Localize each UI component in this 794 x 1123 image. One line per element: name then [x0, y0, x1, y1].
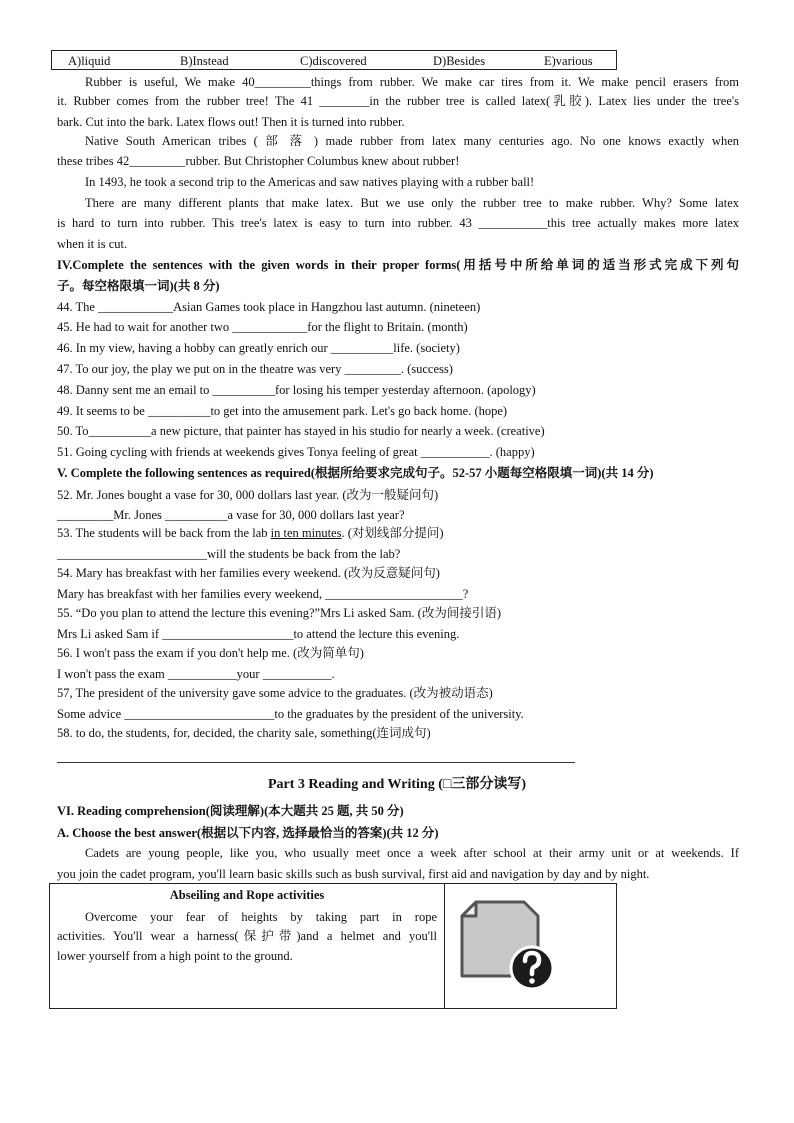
answer-52: _________Mr. Jones __________a vase for 30, 000 dollars last year?	[57, 508, 405, 522]
answer-57: Some advice ________________________to the graduates by the president of the university.	[57, 707, 524, 721]
question-55: 55. “Do you plan to attend the lecture this evening?”Mrs Li asked Sam. (改为间接引语)	[57, 606, 501, 620]
answer-55: Mrs Li asked Sam if _____________________to attend the lecture this evening.	[57, 627, 460, 641]
cloze-line: There are many different plants that make latex. But we use only the rubber tree to make rubber. Why? Some latex	[85, 196, 739, 210]
word-options-box	[51, 50, 617, 70]
question-51: 51. Going cycling with friends at weekends gives Tonya feeling of great ___________. (happy)	[57, 445, 535, 459]
option-b: B)Instead	[180, 54, 229, 68]
activity-text-line: Overcome your fear of heights by taking part in rope	[85, 910, 437, 924]
answer-53: ________________________will the students be back from the lab?	[57, 547, 401, 561]
activity-text-line: lower yourself from a high point to the ground.	[57, 949, 293, 963]
cloze-line: Rubber is useful, We make 40_________things from rubber. We make car tires from it. We make pencil erasers from	[85, 75, 739, 89]
cloze-line: Native South American tribes ( 部 落 ) made rubber from latex many centuries ago. No one knows exactly when	[85, 134, 739, 148]
answer-line-58	[57, 762, 575, 763]
section-4-heading-cont: 子。每空格限填一词)(共 8 分)	[57, 279, 220, 293]
reading-intro-line: Cadets are young people, like you, who usually meet once a week after school at their army unit or at weekends. If	[85, 846, 739, 860]
activity-text-line: activities. You'll wear a harness(保护带)and a helmet and you'll	[57, 929, 437, 943]
cloze-line: bark. Cut into the bark. Latex flows out! Then it is turned into rubber.	[57, 115, 405, 129]
question-58: 58. to do, the students, for, decided, the charity sale, something(连词成句)	[57, 726, 431, 740]
section-5-heading: V. Complete the following sentences as required(根据所给要求完成句子。52-57 小题每空格限填一词)(共 14 分)	[57, 466, 654, 480]
cloze-line: is hard to turn into rubber. This tree's latex is easy to turn into rubber. 43 ___________this tree actually makes more latex	[57, 216, 739, 230]
question-57: 57, The president of the university gave some advice to the graduates. (改为被动语态)	[57, 686, 493, 700]
option-c: C)discovered	[300, 54, 367, 68]
question-45: 45. He had to wait for another two ____________for the flight to Britain. (month)	[57, 320, 468, 334]
answer-54: Mary has breakfast with her families every weekend, ______________________?	[57, 587, 469, 601]
question-49: 49. It seems to be __________to get into the amusement park. Let's go back home. (hope)	[57, 404, 508, 418]
question-56: 56. I won't pass the exam if you don't help me. (改为简单句)	[57, 646, 364, 660]
cloze-line: it. Rubber comes from the rubber tree! The 41 ________in the rubber tree is called latex(乳胶). Latex lies under the tree's	[57, 94, 739, 108]
answer-56: I won't pass the exam ___________your ___________.	[57, 667, 335, 681]
question-48: 48. Danny sent me an email to __________for losing his temper yesterday afternoon. (apology)	[57, 383, 536, 397]
option-d: D)Besides	[433, 54, 486, 68]
section-4-heading: IV.Complete the sentences with the given words in their proper forms(用括号中所给单词的适当形式完成下列句	[57, 258, 739, 272]
question-47: 47. To our joy, the play we put on in the theatre was very _________. (success)	[57, 362, 453, 376]
cloze-line: In 1493, he took a second trip to the Americas and saw natives playing with a rubber ball!	[85, 175, 535, 189]
section-6a-heading: A. Choose the best answer(根据以下内容, 选择最恰当的答案)(共 12 分)	[57, 826, 439, 840]
part-3-title: Part 3 Reading and Writing (□三部分读写)	[267, 777, 526, 792]
question-50: 50. To__________a new picture, that painter has stayed in his studio for nearly a week. (creative)	[57, 424, 545, 438]
option-e: E)various	[544, 54, 593, 68]
option-a: A)liquid	[68, 54, 111, 68]
activity-title: Abseiling and Rope activities	[169, 888, 325, 902]
activity-box	[49, 883, 617, 1009]
reading-intro-line: you join the cadet program, you'll learn basic skills such as bush survival, first aid and navigation by day and by night.	[57, 867, 650, 881]
question-44: 44. The ____________Asian Games took place in Hangzhou last autumn. (nineteen)	[57, 300, 481, 314]
column-divider	[444, 884, 445, 1008]
question-52: 52. Mr. Jones bought a vase for 30, 000 dollars last year. (改为一般疑问句)	[57, 488, 439, 502]
section-6-heading: VI. Reading comprehension(阅读理解)(本大题共 25 题, 共 50 分)	[57, 804, 404, 818]
cloze-line: when it is cut.	[57, 237, 128, 251]
missing-image-icon	[458, 896, 558, 992]
cloze-line: these tribes 42_________rubber. But Christopher Columbus knew about rubber!	[57, 154, 460, 168]
underlined-phrase: in ten minutes	[270, 526, 342, 540]
question-54: 54. Mary has breakfast with her families every weekend. (改为反意疑问句)	[57, 566, 440, 580]
question-46: 46. In my view, having a hobby can greatly enrich our __________life. (society)	[57, 341, 460, 355]
question-53: 53. The students will be back from the lab in ten minutes. (对划线部分提问)	[57, 526, 444, 540]
